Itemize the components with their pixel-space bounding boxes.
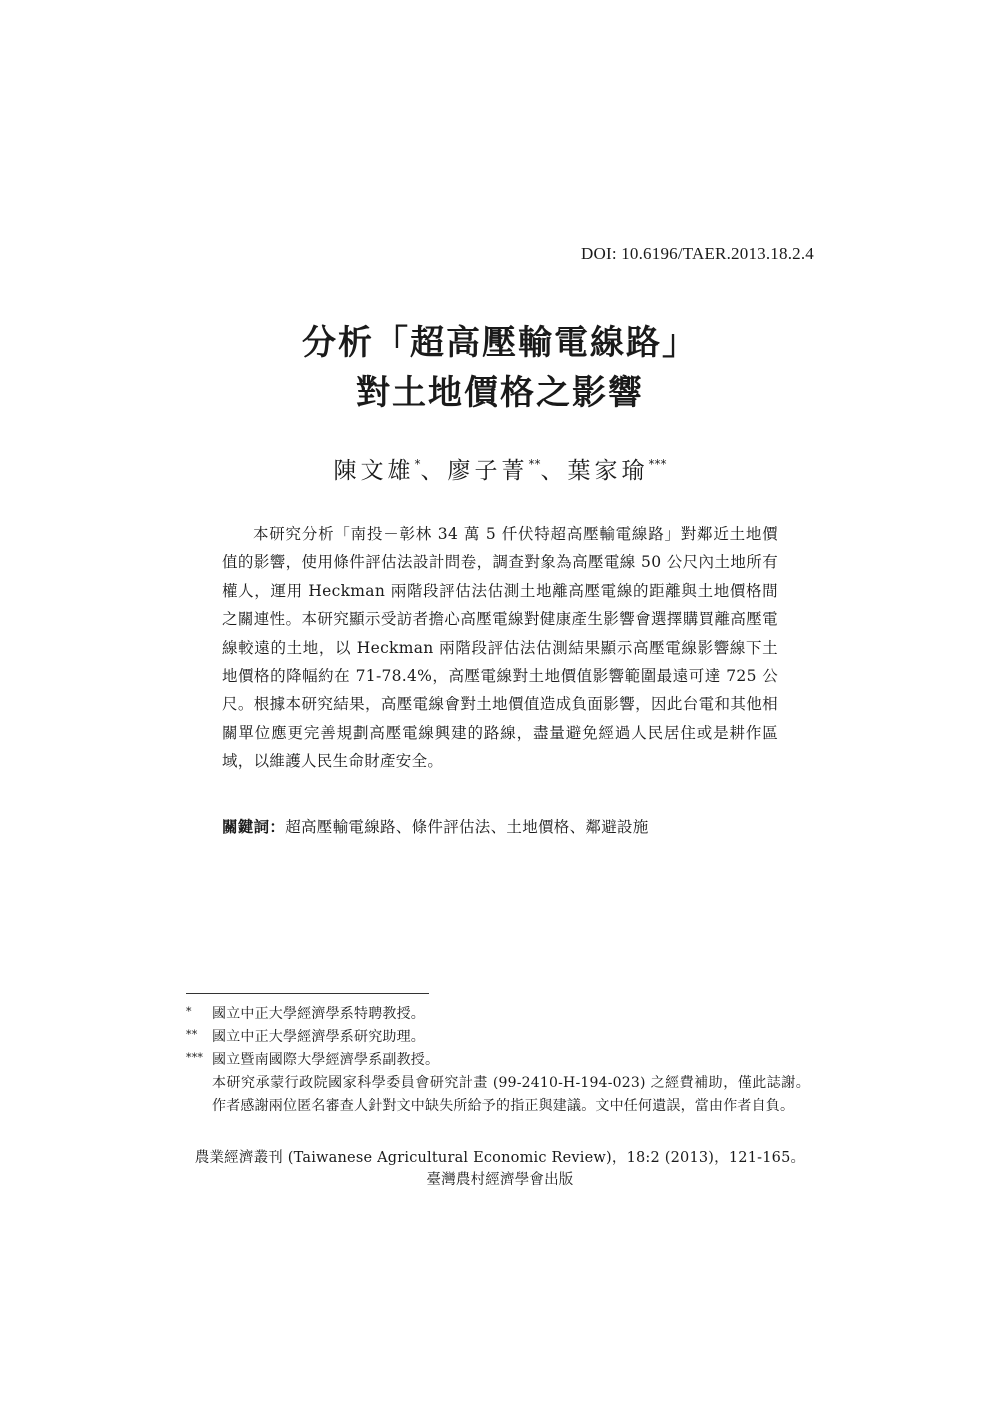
- author-mark: ***: [648, 457, 667, 471]
- author-mark: **: [528, 457, 541, 471]
- footnote: [186, 1003, 816, 1026]
- keywords-text: 超高壓輸電線路、條件評估法、土地價格、鄰避設施: [285, 818, 649, 836]
- journal-publisher: 臺灣農村經濟學會出版: [426, 1172, 574, 1188]
- author-list: [0, 452, 1000, 485]
- keywords-label: 關鍵詞：: [222, 818, 286, 836]
- title-line-2: 對土地價格之影響: [356, 373, 644, 413]
- footnote-text: 國立中正大學經濟學系特聘教授。: [212, 1006, 425, 1022]
- author-mark: *: [414, 457, 421, 471]
- footnote-mark: *: [186, 1005, 192, 1018]
- author-separator: 、: [420, 458, 448, 484]
- journal-citation: 農業經濟叢刊 (Taiwanese Agricultural Economic Review)，18:2 (2013)，121-165。: [194, 1150, 806, 1166]
- author-name: 葉家瑜: [567, 458, 649, 484]
- author-separator: 、: [540, 458, 568, 484]
- footnote: [186, 1049, 816, 1072]
- footnote-text: 國立暨南國際大學經濟學系副教授。: [212, 1052, 440, 1068]
- footnote-divider: [186, 993, 429, 994]
- paper-title: [0, 318, 1000, 418]
- footnote: [186, 1026, 816, 1049]
- footnotes: [186, 1003, 816, 1118]
- author-name: 陳文雄: [333, 458, 415, 484]
- footnote-mark: **: [186, 1028, 198, 1041]
- journal-info: [0, 1147, 1000, 1191]
- doi-line: DOI: 10.6196/TAER.2013.18.2.4: [581, 244, 814, 263]
- footnote-mark: ***: [186, 1051, 204, 1064]
- author-name: 廖子菁: [447, 458, 529, 484]
- title-line-1: 分析「超高壓輸電線路」: [302, 323, 698, 363]
- acknowledgement: 本研究承蒙行政院國家科學委員會研究計畫 (99-2410-H-194-023) 之經費補助，僅此誌謝。作者感謝兩位匿名審查人針對文中缺失所給予的指正與建議。文中任何遺誤，當由作者自負。: [212, 1075, 810, 1114]
- footnote-text: 國立中正大學經濟學系研究助理。: [212, 1029, 425, 1045]
- abstract: 本研究分析「南投－彰林 34 萬 5 仟伏特超高壓輸電線路」對鄰近土地價值的影響，使用條件評估法設計問卷，調查對象為高壓電線 50 公尺內土地所有權人，運用 Heckman 兩階段評估法估測土地離高壓電線的距離與土地價格間之關連性。本研究顯示受訪者擔心高壓電線對健康產生影響會選擇購買離高壓電線較遠的土地，以 Heckman 兩階段評估法估測結果顯示高壓電線影響線下土地價格的降幅約在 71-78.4%，高壓電線對土地價值影響範圍最遠可達 725 公尺。根據本研究結果，高壓電線會對土地價值造成負面影響，因此台電和其他相關單位應更完善規劃高壓電線興建的路線，盡量避免經過人民居住或是耕作區域，以維護人民生命財產安全。: [222, 525, 778, 771]
- keywords: [222, 815, 782, 837]
